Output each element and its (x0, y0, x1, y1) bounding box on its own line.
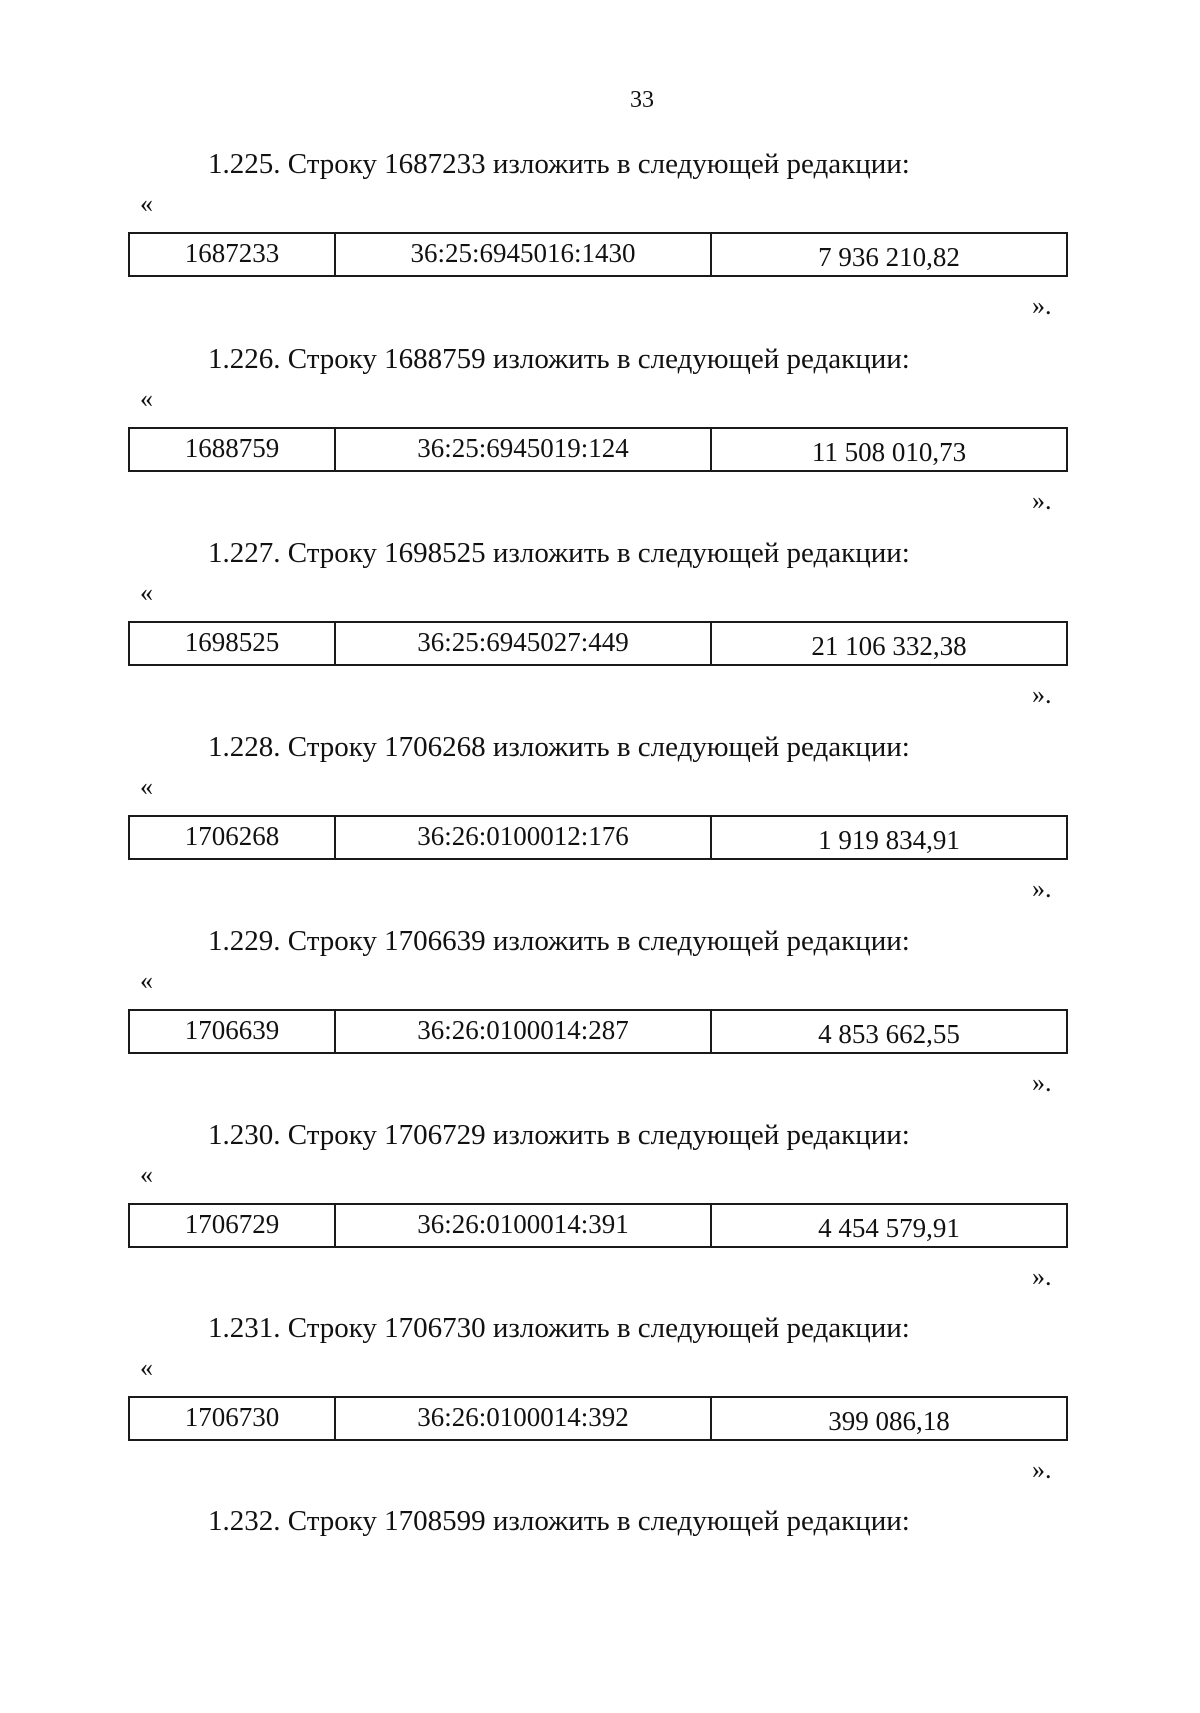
cadastral-number-cell: 36:25:6945027:449 (336, 623, 712, 664)
section-heading: 1.231. Строку 1706730 изложить в следующей редакции: (208, 1312, 910, 1344)
cadastral-value-cell: 399 086,18 (828, 1406, 950, 1436)
closing-quote: ». (1032, 1068, 1052, 1097)
row-number-cell: 1698525 (130, 623, 336, 664)
amendment-section (0, 1311, 1200, 1501)
table-row (128, 232, 1068, 277)
table-row (128, 815, 1068, 860)
section-heading: 1.226. Строку 1688759 изложить в следующей редакции: (208, 343, 910, 375)
opening-quote: « (140, 1353, 153, 1382)
table-row (128, 1396, 1068, 1441)
row-number-cell: 1688759 (130, 429, 336, 470)
opening-quote: « (140, 1160, 153, 1189)
opening-quote: « (140, 772, 153, 801)
closing-quote: ». (1032, 1262, 1052, 1291)
cadastral-value-cell: 7 936 210,82 (818, 242, 960, 272)
row-number-cell: 1687233 (130, 234, 336, 275)
amendment-section (0, 730, 1200, 920)
cadastral-number-cell: 36:26:0100012:176 (336, 817, 712, 858)
closing-quote: ». (1032, 680, 1052, 709)
cadastral-value-cell: 4 853 662,55 (818, 1019, 960, 1049)
cadastral-number-cell: 36:25:6945016:1430 (336, 234, 712, 275)
cadastral-value-cell: 21 106 332,38 (811, 631, 967, 661)
cadastral-number-cell: 36:26:0100014:391 (336, 1205, 712, 1246)
amendment-section (0, 536, 1200, 726)
opening-quote: « (140, 578, 153, 607)
table-row (128, 621, 1068, 666)
section-heading: 1.232. Строку 1708599 изложить в следующей редакции: (208, 1505, 910, 1537)
amendment-section (0, 1504, 1200, 1544)
table-row (128, 1203, 1068, 1248)
section-heading: 1.229. Строку 1706639 изложить в следующей редакции: (208, 925, 910, 957)
page-number: 33 (630, 87, 654, 113)
row-number-cell: 1706268 (130, 817, 336, 858)
row-number-cell: 1706730 (130, 1398, 336, 1439)
section-heading: 1.230. Строку 1706729 изложить в следующей редакции: (208, 1119, 910, 1151)
opening-quote: « (140, 384, 153, 413)
closing-quote: ». (1032, 1455, 1052, 1484)
closing-quote: ». (1032, 291, 1052, 320)
row-number-cell: 1706729 (130, 1205, 336, 1246)
cadastral-number-cell: 36:26:0100014:287 (336, 1011, 712, 1052)
opening-quote: « (140, 189, 153, 218)
cadastral-number-cell: 36:26:0100014:392 (336, 1398, 712, 1439)
amendment-section (0, 1118, 1200, 1308)
closing-quote: ». (1032, 874, 1052, 903)
amendment-section (0, 342, 1200, 532)
cadastral-value-cell: 1 919 834,91 (818, 825, 960, 855)
section-heading: 1.227. Строку 1698525 изложить в следующей редакции: (208, 537, 910, 569)
cadastral-value-cell: 11 508 010,73 (811, 437, 967, 467)
amendment-section (0, 147, 1200, 337)
section-heading: 1.228. Строку 1706268 изложить в следующей редакции: (208, 731, 910, 763)
cadastral-number-cell: 36:25:6945019:124 (336, 429, 712, 470)
table-row (128, 1009, 1068, 1054)
cadastral-value-cell: 4 454 579,91 (818, 1213, 960, 1243)
opening-quote: « (140, 966, 153, 995)
section-heading: 1.225. Строку 1687233 изложить в следующей редакции: (208, 148, 910, 180)
row-number-cell: 1706639 (130, 1011, 336, 1052)
amendment-section (0, 924, 1200, 1114)
closing-quote: ». (1032, 486, 1052, 515)
table-row (128, 427, 1068, 472)
